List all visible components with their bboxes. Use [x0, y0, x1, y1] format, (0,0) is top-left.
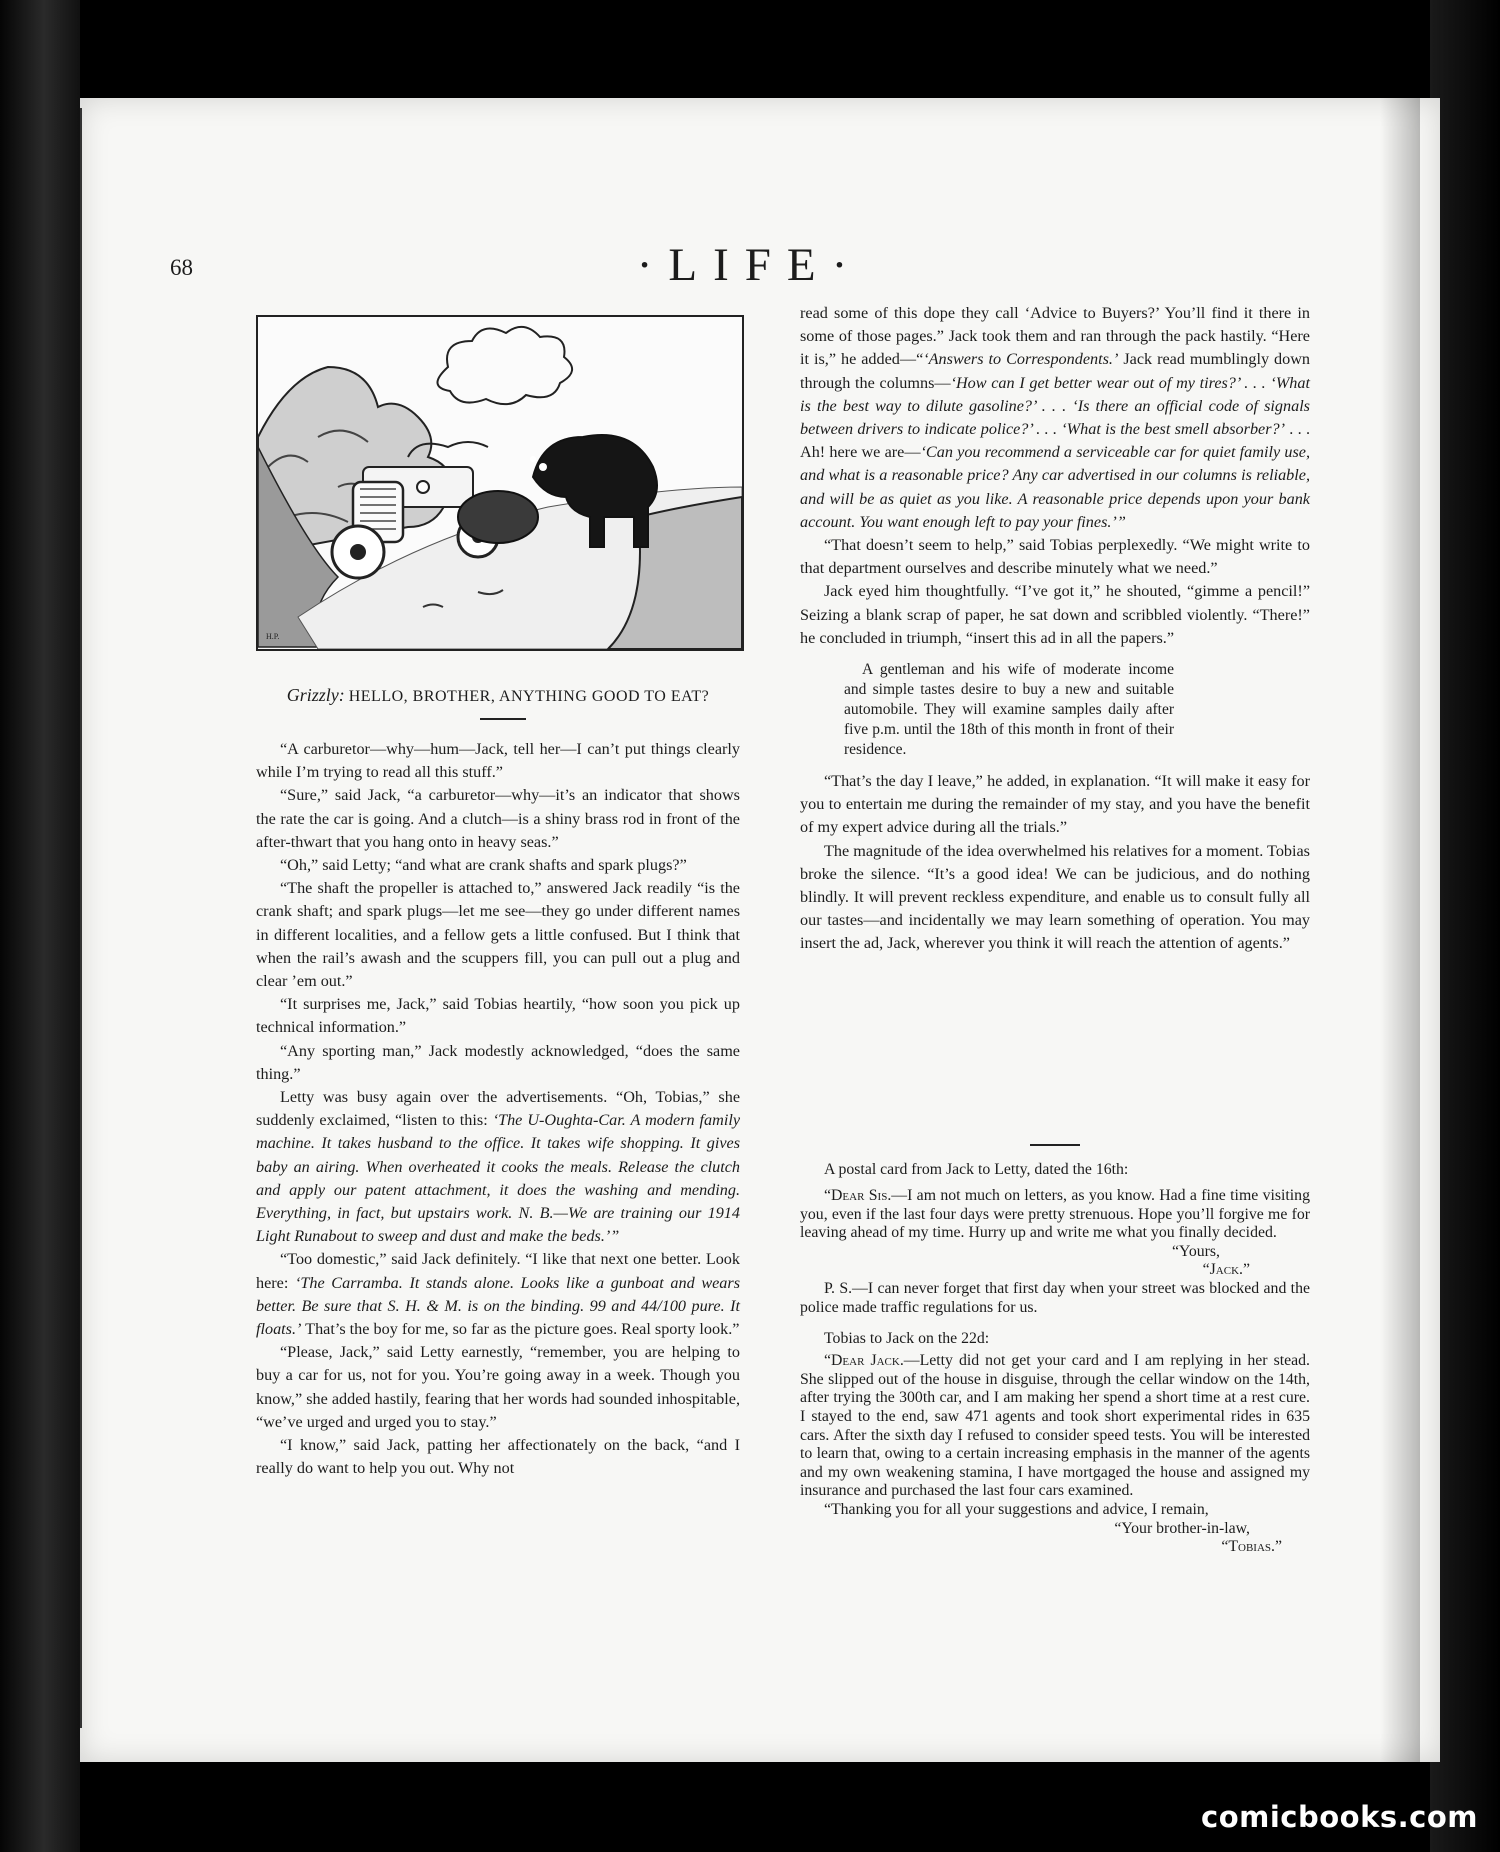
paragraph: “The shaft the propeller is attached to,” answered Jack readily “is the crank shaft; and spark plugs—let me see—they go under different names in different localities, and a fellow gets a little confused. But I think that when the rail’s awash and the scuppers fill, you can pull out a plug and clear ’em out.” — [256, 879, 740, 991]
column-reply: ‘Can you recommend a serviceable car for quiet family use, and what is a reasonable price? Any car advertised in our columns is reliable, and will be as quiet as you like. A reasonable price depends upon your bank account. You want enough left to pay your fines.’” — [800, 443, 1310, 531]
letter-closing: “Yours, — [1172, 1242, 1220, 1260]
cartoon-caption — [256, 685, 740, 706]
paragraph-text: Jack read mumblingly down through the columns— — [800, 350, 1311, 392]
paragraph: “That’s the day I leave,” he added, in explanation. “It will make it easy for you to entertain me during the remainder of my stay, and you have the benefit of my expert advice during all the trials.” — [800, 772, 1310, 837]
page-curl-shadow — [1380, 98, 1420, 1762]
advertisement-quote: ‘The U-Oughta-Car. A modern family machine. It takes husband to the office. It takes wife shopping. It gives baby an airing. When overheated it cooks the meals. Release the clutch and apply our patent attachment, it does the washing and mending. Everything, in fact, but upstairs work. N. B.—We are training our 1914 Light Runabout to sweep and dust and make the beds.’” — [256, 1111, 740, 1246]
letter-paragraph: “Thanking you for all your suggestions and advice, I remain, — [824, 1500, 1209, 1518]
letters-section — [800, 1158, 1310, 1557]
paragraph-text: That’s the boy for me, so far as the picture goes. Real sporty look.” — [301, 1320, 740, 1339]
letter-body: —Letty did not get your card and I am replying in her stead. She slipped out of the house in disguise, through the cellar window on the 14th, after trying the 300th car, and I am making her spend a short time at a rest cure. I stayed to the end, saw 471 agents and took short experimental rides in 635 cars. After the sixth day I refused to consider speed tests. You will be interested to learn that, owing to a certain increasing emphasis in the manner of the agents and my own weakening stamina, I have mortgaged the house and assigned my insurance and purchased the last four cars examined. — [800, 1352, 1310, 1500]
svg-text:H.P.: H.P. — [266, 632, 280, 641]
caption-speaker: Grizzly: — [286, 685, 345, 705]
section-rule — [1030, 1144, 1080, 1146]
masthead-title: ·LIFE· — [636, 239, 864, 291]
letter-salutation: “Dear Jack. — [824, 1352, 904, 1370]
paragraph: “Any sporting man,” Jack modestly acknowledged, “does the same thing.” — [256, 1041, 740, 1083]
advertisement-quote: ‘The Carramba. It stands alone. Looks like a gunboat and wears better. Be sure that S. H. & M. is on the binding. 99 and 44/100 pure. It floats.’ — [256, 1273, 740, 1339]
column-title: ‘Answers to Correspondents.’ — [923, 350, 1119, 369]
letter-closing: “Your brother-in-law, — [1114, 1519, 1250, 1537]
paragraph-text: . . . Ah! here we are— — [800, 420, 1310, 462]
paragraph-text: read some of this dope they call ‘Advice to Buyers?’ You’ll find it there in some of those pages.” Jack took them and ran through the pack hastily. “Here it is,” he added—“ — [800, 304, 1310, 369]
letter-intro: Tobias to Jack on the 22d: — [824, 1330, 990, 1348]
want-ad-box — [844, 660, 1174, 760]
letter-signature: “Jack.” — [1202, 1261, 1250, 1279]
paragraph-text: Letty was busy again over the advertisements. “Oh, Tobias,” she suddenly exclaimed, “listen to this: — [256, 1088, 740, 1130]
paragraph: “It surprises me, Jack,” said Tobias heartily, “how soon you pick up technical information.” — [256, 995, 740, 1037]
postal-intro: A postal card from Jack to Letty, dated the 16th: — [824, 1161, 1129, 1178]
letter-body: —I am not much on letters, as you know. Had a fine time visiting you, even if the last four days were pretty strenuous. Hope you’ll forgive me for leaving ahead of my time. Hurry up and write me what you finally decided. — [800, 1187, 1310, 1242]
cartoon-illustration — [256, 315, 744, 651]
paragraph-text: “Too domestic,” said Jack definitely. “I like that next one better. Look here: — [256, 1250, 740, 1292]
paragraph — [256, 1248, 740, 1341]
letter-salutation: “Dear Sis. — [824, 1187, 892, 1204]
want-ad-text: A gentleman and his wife of moderate income and simple tastes desire to buy a new and suitable automobile. They will examine samples daily after five p.m. until the 18th of this month in front of their residence. — [844, 661, 1174, 759]
paragraph: “A carburetor—why—hum—Jack, tell her—I can’t put things clearly while I’m trying to read all this stuff.” — [256, 740, 740, 782]
letter-signature: “Tobias.” — [1221, 1538, 1282, 1556]
page-binding-edge — [80, 108, 82, 1728]
fallen-bear-drawing — [458, 491, 538, 543]
paragraph: “Sure,” said Jack, “a carburetor—why—it’s an indicator that shows the rate the car is going. And a clutch—is a shiny brass rod in front of the after-thwart that you hang onto in heavy seas.” — [256, 786, 740, 851]
letter-paragraph — [800, 1352, 1310, 1501]
cloud-drawing — [437, 327, 572, 404]
postscript: P. S.—I can never forget that first day when your street was blocked and the police made traffic regulations for us. — [800, 1279, 1310, 1316]
site-watermark: comicbooks.com — [1201, 1800, 1478, 1834]
paragraph: “I know,” said Jack, patting her affectionately on the back, “and I really do want to help you out. Why not — [256, 1436, 740, 1478]
caption-rule — [480, 718, 526, 720]
paragraph — [800, 302, 1310, 534]
reader-questions: ‘How can I get better wear out of my tires?’ . . . ‘What is the best way to dilute gasoline?’ . . . ‘Is there an official code of signals between drivers to indicate police?’ . . . ‘What is the best smell absorber?’ — [800, 373, 1310, 439]
paragraph — [256, 1086, 740, 1248]
page-number: 68 — [170, 255, 193, 280]
paragraph: Jack eyed him thoughtfully. “I’ve got it,” he shouted, “gimme a pencil!” Seizing a blank scrap of paper, he sat down and scribbled violently. “There!” he concluded in triumph, “insert this ad in all the papers.” — [800, 582, 1310, 647]
paragraph: “Please, Jack,” said Letty earnestly, “remember, you are helping to buy a car for us, not for you. You’re going away in a week. Though you know,” she added hastily, fearing that her words had sounded inhospitable, “we’ve urged and urged you to stay.” — [256, 1343, 740, 1431]
paragraph: “That doesn’t seem to help,” said Tobias perplexedly. “We might write to that department ourselves and describe minutely what we need.” — [800, 536, 1310, 578]
caption-text: HELLO, BROTHER, ANYTHING GOOD TO EAT? — [348, 688, 710, 705]
right-text-column — [800, 302, 1310, 956]
paragraph: The magnitude of the idea overwhelmed his relatives for a moment. Tobias broke the silence. “It’s a good idea! We can be judicious, and do nothing blindly. It will prevent reckless expenditure, and enable us to consult fully all our tastes—and incidentally we may learn something of operation. You may insert the ad, Jack, wherever you think it will reach the attention of agents.” — [800, 841, 1310, 953]
paragraph: “Oh,” said Letty; “and what are crank shafts and spark plugs?” — [280, 856, 687, 875]
bear-and-car-drawing — [258, 317, 742, 649]
letter-paragraph — [800, 1187, 1310, 1243]
left-text-column — [256, 738, 740, 1481]
